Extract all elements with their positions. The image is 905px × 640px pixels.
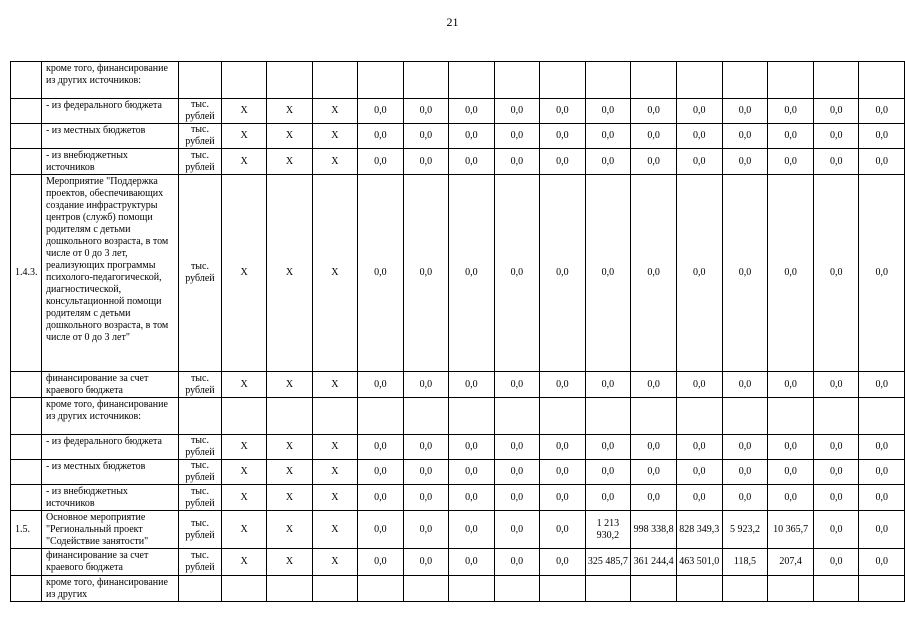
row-unit xyxy=(179,398,222,435)
table-row xyxy=(11,175,905,372)
value-cell: 0,0 xyxy=(540,549,586,576)
value-cell: 0,0 xyxy=(449,485,495,511)
value-cell: Х xyxy=(312,372,357,398)
value-cell xyxy=(312,398,357,435)
row-number xyxy=(11,124,42,149)
value-cell xyxy=(449,62,495,99)
value-cell: 0,0 xyxy=(768,372,814,398)
row-number: 1.4.3. xyxy=(11,175,42,372)
value-cell: 0,0 xyxy=(358,175,404,372)
row-number xyxy=(11,99,42,124)
value-cell: 1 213 930,2 xyxy=(585,511,631,549)
value-cell xyxy=(403,398,449,435)
value-cell: 0,0 xyxy=(403,149,449,175)
value-cell: 0,0 xyxy=(585,435,631,460)
value-cell: 0,0 xyxy=(449,175,495,372)
value-cell: Х xyxy=(221,485,266,511)
value-cell xyxy=(631,398,677,435)
value-cell: 0,0 xyxy=(676,124,722,149)
value-cell: Х xyxy=(312,124,357,149)
value-cell xyxy=(676,62,722,99)
value-cell xyxy=(403,62,449,99)
value-cell: 0,0 xyxy=(449,99,495,124)
value-cell: 361 244,4 xyxy=(631,549,677,576)
row-name: финансирование за счет краевого бюджета xyxy=(41,372,178,398)
value-cell: 0,0 xyxy=(768,149,814,175)
row-number xyxy=(11,372,42,398)
table-row xyxy=(11,62,905,99)
value-cell xyxy=(813,62,859,99)
value-cell xyxy=(403,576,449,602)
value-cell: Х xyxy=(312,460,357,485)
value-cell xyxy=(540,398,586,435)
value-cell: 0,0 xyxy=(859,99,905,124)
value-cell: 0,0 xyxy=(859,175,905,372)
value-cell: 0,0 xyxy=(722,435,768,460)
value-cell xyxy=(449,398,495,435)
value-cell: Х xyxy=(312,149,357,175)
value-cell xyxy=(221,398,266,435)
value-cell: 0,0 xyxy=(631,435,677,460)
row-number xyxy=(11,576,42,602)
value-cell: 0,0 xyxy=(358,99,404,124)
value-cell xyxy=(267,398,312,435)
row-number: 1.5. xyxy=(11,511,42,549)
value-cell xyxy=(540,576,586,602)
value-cell xyxy=(585,398,631,435)
page-number: 21 xyxy=(446,15,459,29)
row-unit: тыс. рублей xyxy=(179,511,222,549)
value-cell: Х xyxy=(221,511,266,549)
value-cell xyxy=(768,398,814,435)
value-cell: Х xyxy=(267,149,312,175)
value-cell: 0,0 xyxy=(676,485,722,511)
value-cell: Х xyxy=(221,549,266,576)
value-cell xyxy=(267,576,312,602)
table-row xyxy=(11,124,905,149)
value-cell: 0,0 xyxy=(859,460,905,485)
row-name: - из местных бюджетов xyxy=(41,124,178,149)
value-cell: 0,0 xyxy=(585,124,631,149)
row-unit xyxy=(179,62,222,99)
table-row xyxy=(11,398,905,435)
value-cell xyxy=(221,576,266,602)
value-cell: 0,0 xyxy=(540,149,586,175)
value-cell xyxy=(859,62,905,99)
value-cell: Х xyxy=(267,175,312,372)
row-number xyxy=(11,549,42,576)
value-cell: 0,0 xyxy=(449,511,495,549)
value-cell: 0,0 xyxy=(540,175,586,372)
table-row xyxy=(11,511,905,549)
value-cell: 0,0 xyxy=(859,149,905,175)
value-cell: 0,0 xyxy=(540,99,586,124)
value-cell: Х xyxy=(267,99,312,124)
value-cell: 0,0 xyxy=(768,485,814,511)
value-cell: 0,0 xyxy=(859,511,905,549)
value-cell: 325 485,7 xyxy=(585,549,631,576)
row-number xyxy=(11,62,42,99)
value-cell xyxy=(585,576,631,602)
value-cell xyxy=(358,398,404,435)
table-row xyxy=(11,99,905,124)
value-cell: 0,0 xyxy=(768,460,814,485)
value-cell: 0,0 xyxy=(813,549,859,576)
value-cell: 0,0 xyxy=(403,175,449,372)
value-cell xyxy=(221,62,266,99)
row-number xyxy=(11,435,42,460)
value-cell: 0,0 xyxy=(403,99,449,124)
value-cell xyxy=(676,576,722,602)
value-cell: 207,4 xyxy=(768,549,814,576)
value-cell: 0,0 xyxy=(676,175,722,372)
row-name: - из внебюджетных источников xyxy=(41,485,178,511)
value-cell: 0,0 xyxy=(722,99,768,124)
row-number xyxy=(11,398,42,435)
value-cell: 0,0 xyxy=(813,511,859,549)
value-cell: Х xyxy=(312,175,357,372)
row-number xyxy=(11,149,42,175)
value-cell: Х xyxy=(221,124,266,149)
value-cell: 0,0 xyxy=(859,372,905,398)
table-row xyxy=(11,149,905,175)
value-cell: 0,0 xyxy=(358,124,404,149)
value-cell: 0,0 xyxy=(540,511,586,549)
value-cell: 0,0 xyxy=(403,124,449,149)
value-cell: 0,0 xyxy=(631,175,677,372)
value-cell: 998 338,8 xyxy=(631,511,677,549)
value-cell: 0,0 xyxy=(813,99,859,124)
value-cell: 0,0 xyxy=(813,435,859,460)
value-cell: 0,0 xyxy=(403,460,449,485)
row-unit: тыс. рублей xyxy=(179,175,222,372)
value-cell: 0,0 xyxy=(540,485,586,511)
value-cell xyxy=(859,576,905,602)
value-cell: 0,0 xyxy=(358,149,404,175)
row-unit: тыс. рублей xyxy=(179,435,222,460)
value-cell: Х xyxy=(221,175,266,372)
table-row xyxy=(11,549,905,576)
value-cell: 10 365,7 xyxy=(768,511,814,549)
row-name: Основное мероприятие "Региональный проект "Содействие занятости" xyxy=(41,511,178,549)
table-row xyxy=(11,435,905,460)
value-cell xyxy=(358,62,404,99)
value-cell: 0,0 xyxy=(585,372,631,398)
value-cell: 0,0 xyxy=(768,99,814,124)
value-cell xyxy=(494,576,540,602)
value-cell: 0,0 xyxy=(403,549,449,576)
value-cell: 0,0 xyxy=(585,149,631,175)
value-cell: 0,0 xyxy=(813,460,859,485)
value-cell: Х xyxy=(221,99,266,124)
value-cell: 0,0 xyxy=(540,372,586,398)
value-cell: 0,0 xyxy=(494,511,540,549)
value-cell: 0,0 xyxy=(859,124,905,149)
value-cell: 0,0 xyxy=(859,435,905,460)
value-cell: Х xyxy=(312,549,357,576)
row-unit: тыс. рублей xyxy=(179,549,222,576)
value-cell: 0,0 xyxy=(403,435,449,460)
table-row xyxy=(11,372,905,398)
budget-table xyxy=(10,61,905,602)
value-cell: 0,0 xyxy=(449,435,495,460)
value-cell: Х xyxy=(221,435,266,460)
value-cell: 0,0 xyxy=(494,149,540,175)
value-cell: 0,0 xyxy=(540,124,586,149)
value-cell: Х xyxy=(267,435,312,460)
value-cell: 463 501,0 xyxy=(676,549,722,576)
value-cell: 0,0 xyxy=(585,460,631,485)
value-cell: 0,0 xyxy=(358,460,404,485)
value-cell: Х xyxy=(312,99,357,124)
value-cell: 0,0 xyxy=(449,372,495,398)
value-cell: 0,0 xyxy=(449,124,495,149)
value-cell: 0,0 xyxy=(631,485,677,511)
value-cell: 0,0 xyxy=(676,435,722,460)
value-cell xyxy=(768,62,814,99)
value-cell: Х xyxy=(267,460,312,485)
value-cell: 0,0 xyxy=(722,175,768,372)
row-name: - из федерального бюджета xyxy=(41,99,178,124)
value-cell: Х xyxy=(312,485,357,511)
value-cell xyxy=(676,398,722,435)
value-cell: 0,0 xyxy=(631,372,677,398)
value-cell: 828 349,3 xyxy=(676,511,722,549)
value-cell xyxy=(267,62,312,99)
value-cell: 0,0 xyxy=(494,485,540,511)
value-cell xyxy=(449,576,495,602)
row-number xyxy=(11,485,42,511)
value-cell: Х xyxy=(267,549,312,576)
value-cell: 0,0 xyxy=(358,435,404,460)
value-cell xyxy=(358,576,404,602)
value-cell: 0,0 xyxy=(631,149,677,175)
value-cell: 0,0 xyxy=(494,460,540,485)
value-cell: 118,5 xyxy=(722,549,768,576)
value-cell xyxy=(494,398,540,435)
value-cell: 0,0 xyxy=(631,124,677,149)
value-cell xyxy=(585,62,631,99)
value-cell xyxy=(540,62,586,99)
value-cell: 0,0 xyxy=(358,372,404,398)
row-unit: тыс. рублей xyxy=(179,99,222,124)
value-cell: 0,0 xyxy=(631,99,677,124)
value-cell: Х xyxy=(312,511,357,549)
value-cell: 0,0 xyxy=(722,149,768,175)
row-unit: тыс. рублей xyxy=(179,124,222,149)
table-row xyxy=(11,576,905,602)
value-cell: Х xyxy=(267,511,312,549)
value-cell: 0,0 xyxy=(722,460,768,485)
value-cell xyxy=(312,576,357,602)
row-name: - из внебюджетных источников xyxy=(41,149,178,175)
value-cell: 0,0 xyxy=(722,124,768,149)
value-cell: Х xyxy=(221,372,266,398)
value-cell xyxy=(722,62,768,99)
value-cell: 0,0 xyxy=(813,175,859,372)
value-cell xyxy=(631,576,677,602)
value-cell: 0,0 xyxy=(585,175,631,372)
value-cell: 0,0 xyxy=(676,99,722,124)
row-name: финансирование за счет краевого бюджета xyxy=(41,549,178,576)
value-cell: 0,0 xyxy=(358,485,404,511)
value-cell: 0,0 xyxy=(494,435,540,460)
value-cell: 0,0 xyxy=(585,99,631,124)
value-cell: 0,0 xyxy=(813,149,859,175)
value-cell xyxy=(813,398,859,435)
value-cell: 0,0 xyxy=(813,485,859,511)
value-cell: 0,0 xyxy=(403,485,449,511)
value-cell: 0,0 xyxy=(494,99,540,124)
value-cell: 0,0 xyxy=(403,511,449,549)
value-cell: Х xyxy=(267,485,312,511)
value-cell: 0,0 xyxy=(722,372,768,398)
value-cell: 0,0 xyxy=(859,485,905,511)
value-cell: 0,0 xyxy=(813,124,859,149)
value-cell: 0,0 xyxy=(449,149,495,175)
value-cell: 0,0 xyxy=(676,149,722,175)
row-unit: тыс. рублей xyxy=(179,149,222,175)
value-cell: Х xyxy=(267,124,312,149)
row-unit: тыс. рублей xyxy=(179,460,222,485)
value-cell: 0,0 xyxy=(540,460,586,485)
value-cell: 0,0 xyxy=(676,372,722,398)
value-cell: 0,0 xyxy=(449,549,495,576)
value-cell: 0,0 xyxy=(494,549,540,576)
value-cell: 5 923,2 xyxy=(722,511,768,549)
value-cell: Х xyxy=(221,149,266,175)
row-unit: тыс. рублей xyxy=(179,485,222,511)
value-cell xyxy=(631,62,677,99)
value-cell: 0,0 xyxy=(859,549,905,576)
row-name: кроме того, финансирование из других источников: xyxy=(41,398,178,435)
value-cell: Х xyxy=(221,460,266,485)
value-cell: 0,0 xyxy=(494,372,540,398)
value-cell: 0,0 xyxy=(494,124,540,149)
value-cell: 0,0 xyxy=(768,435,814,460)
value-cell: Х xyxy=(312,435,357,460)
value-cell: 0,0 xyxy=(540,435,586,460)
value-cell: 0,0 xyxy=(631,460,677,485)
row-name: - из местных бюджетов xyxy=(41,460,178,485)
value-cell: 0,0 xyxy=(722,485,768,511)
value-cell xyxy=(859,398,905,435)
value-cell: 0,0 xyxy=(768,124,814,149)
value-cell xyxy=(722,398,768,435)
value-cell: 0,0 xyxy=(585,485,631,511)
table-row xyxy=(11,460,905,485)
value-cell: 0,0 xyxy=(494,175,540,372)
value-cell: 0,0 xyxy=(358,549,404,576)
value-cell: 0,0 xyxy=(813,372,859,398)
value-cell: 0,0 xyxy=(449,460,495,485)
row-name: Мероприятие "Поддержка проектов, обеспечивающих создание инфраструктуры центров (служб) помощи родителям с детьми дошкольного возраста, в том числе от 0 до 3 лет, реализующих программы психолого-педагогической, диагностической, консультационной помощи родителям с детьми дошкольного возраста, в том числе от 0 до 3 лет" xyxy=(41,175,178,372)
value-cell xyxy=(722,576,768,602)
table-row xyxy=(11,485,905,511)
value-cell xyxy=(768,576,814,602)
row-name: кроме того, финансирование из других xyxy=(41,576,178,602)
row-unit: тыс. рублей xyxy=(179,372,222,398)
value-cell: 0,0 xyxy=(358,511,404,549)
row-name: кроме того, финансирование из других источников: xyxy=(41,62,178,99)
row-unit xyxy=(179,576,222,602)
row-name: - из федерального бюджета xyxy=(41,435,178,460)
value-cell xyxy=(813,576,859,602)
value-cell: 0,0 xyxy=(676,460,722,485)
value-cell: Х xyxy=(267,372,312,398)
value-cell xyxy=(312,62,357,99)
value-cell: 0,0 xyxy=(403,372,449,398)
row-number xyxy=(11,460,42,485)
value-cell xyxy=(494,62,540,99)
value-cell: 0,0 xyxy=(768,175,814,372)
